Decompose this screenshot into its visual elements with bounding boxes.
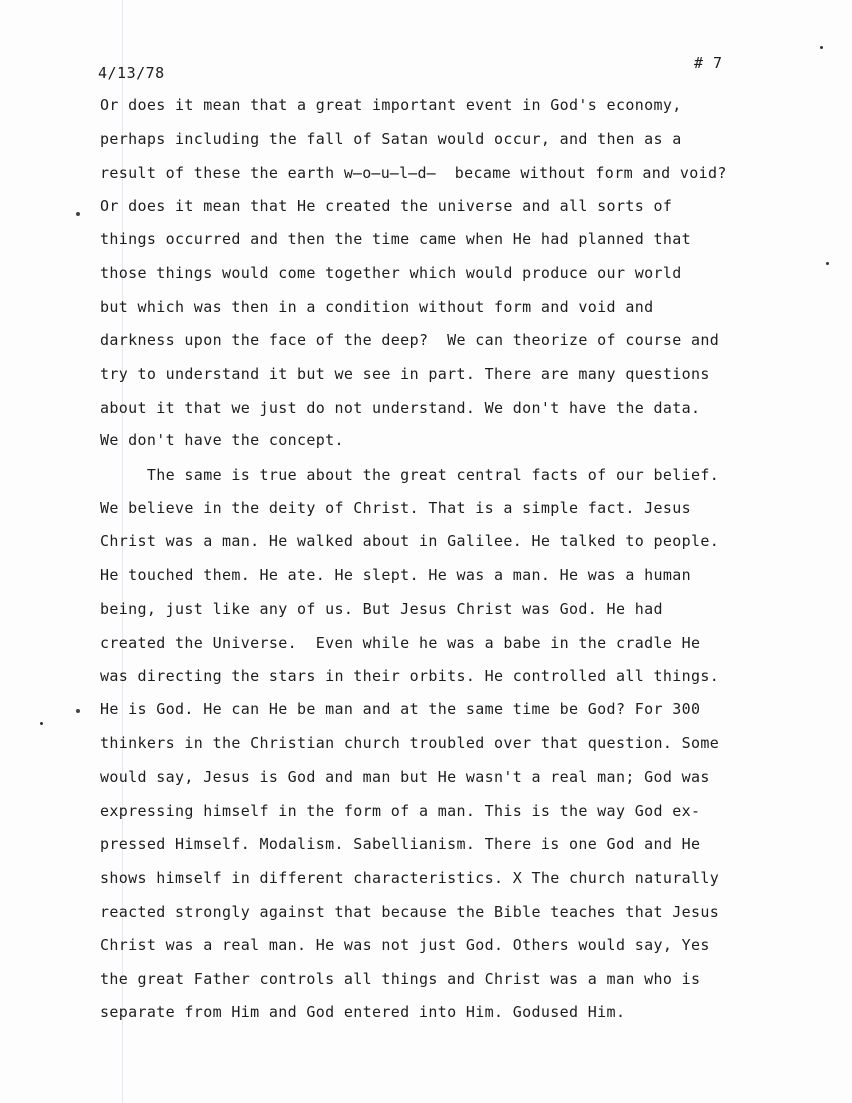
text-line: He is God. He can He be man and at the same time be God? For 300 [100, 700, 701, 718]
text-line: about it that we just do not understand. We don't have the data. [100, 399, 701, 417]
text-line: but which was then in a condition without form and void and [100, 298, 654, 316]
text-line: Christ was a real man. He was not just God. Others would say, Yes [100, 936, 710, 954]
text-line: try to understand it but we see in part. There are many questions [100, 365, 710, 383]
paper-speck [820, 46, 823, 49]
text-line: shows himself in different characteristics. X The church naturally [100, 869, 720, 887]
text-line: things occurred and then the time came when He had planned that [100, 230, 691, 248]
paper-speck [826, 262, 829, 265]
text-line: reacted strongly against that because the Bible teaches that Jesus [100, 903, 720, 921]
text-line: those things would come together which would produce our world [100, 264, 682, 282]
text-line: Christ was a man. He walked about in Galilee. He talked to people. [100, 532, 720, 550]
text-line: expressing himself in the form of a man. This is the way God ex- [100, 802, 701, 820]
text-line: We believe in the deity of Christ. That is a simple fact. Jesus [100, 499, 691, 517]
text-line: darkness upon the face of the deep? We can theorize of course and [100, 331, 720, 349]
text-line: result of these the earth w̶o̶u̶l̶d̶ became without form and void? [100, 164, 727, 182]
text-line: Or does it mean that a great important event in God's economy, [100, 96, 682, 114]
page-number: # 7 [694, 54, 723, 72]
paper-speck [40, 722, 43, 725]
text-line: separate from Him and God entered into Him. Godused Him. [100, 1003, 626, 1021]
text-line: perhaps including the fall of Satan would occur, and then as a [100, 130, 682, 148]
text-line: would say, Jesus is God and man but He wasn't a real man; God was [100, 768, 710, 786]
text-line: Or does it mean that He created the universe and all sorts of [100, 197, 673, 215]
margin-mark [76, 212, 80, 216]
text-line: being, just like any of us. But Jesus Christ was God. He had [100, 600, 663, 618]
text-line: We don't have the concept. [100, 431, 344, 449]
text-line: thinkers in the Christian church troubled over that question. Some [100, 734, 720, 752]
text-line: He touched them. He ate. He slept. He was a man. He was a human [100, 566, 691, 584]
text-line: was directing the stars in their orbits. He controlled all things. [100, 667, 720, 685]
text-line: created the Universe. Even while he was a babe in the cradle He [100, 634, 701, 652]
text-line: the great Father controls all things and Christ was a man who is [100, 970, 701, 988]
margin-mark [76, 709, 80, 713]
text-line: The same is true about the great central facts of our belief. [100, 466, 720, 484]
text-line: pressed Himself. Modalism. Sabellianism. There is one God and He [100, 835, 701, 853]
page-date: 4/13/78 [98, 64, 165, 82]
